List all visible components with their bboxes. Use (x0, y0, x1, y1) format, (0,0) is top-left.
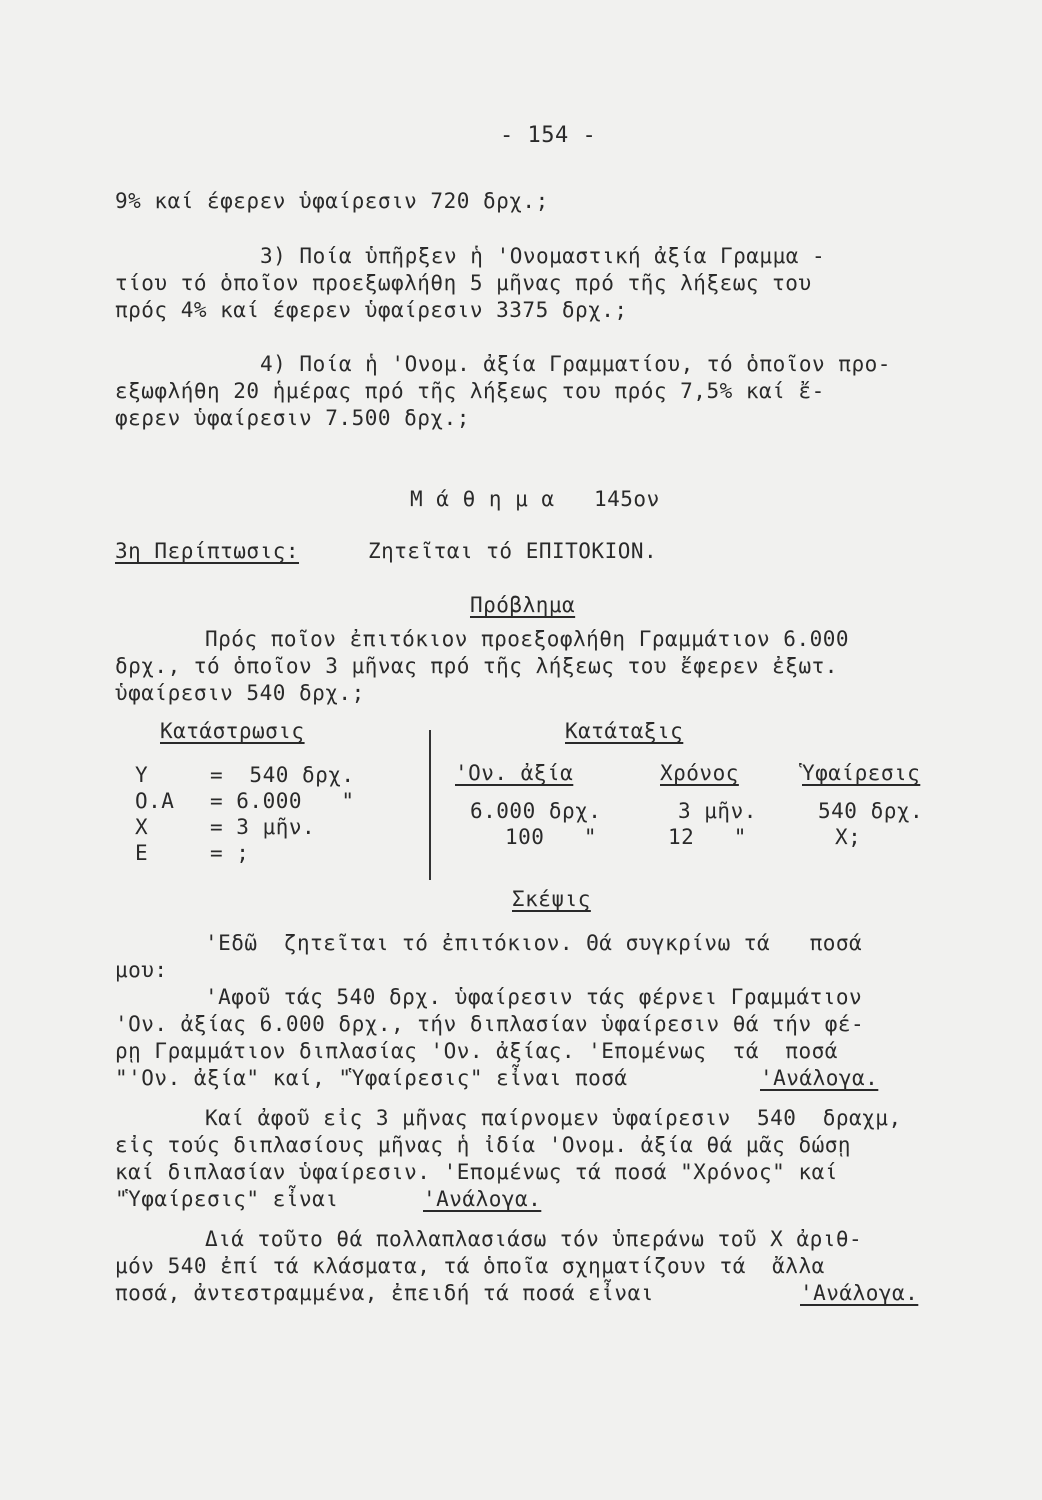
skepsis-line: μόν 540 ἐπί τά κλάσματα, τά ὁποῖα σχηματίζουν τά ἄλλα (115, 1254, 825, 1278)
katataxis-cell: 540 δρχ. (818, 799, 924, 823)
table-divider (429, 730, 431, 880)
skepsis-line: 'Αφοῦ τάς 540 δρχ. ὑφαίρεσιν τάς φέρνει Γραμμάτιον (205, 985, 863, 1009)
katataxis-column-header: 'Ον. ἀξία (455, 761, 574, 785)
text-line: πρός 4% καί έφερεν ὑφαίρεσιν 3375 δρχ.; (115, 298, 628, 322)
case-text: Ζητεῖται τό ΕΠΙΤΟΚΙΟΝ. (368, 539, 658, 563)
text-line: 9% καί έφερεν ὑφαίρεσιν 720 δρχ.; (115, 189, 549, 213)
text-line: 3) Ποία ὑπῆρξεν ἡ 'Ονομαστική ἀξία Γραμμα - (260, 244, 826, 268)
skepsis-line: καί διπλασίαν ὑφαίρεσιν. 'Επομένως τά ποσά "Χρόνος" καί (115, 1160, 838, 1184)
skepsis-line: "Ὑφαίρεσις" εἶναι (115, 1187, 339, 1211)
skepsis-line: εἰς τούς διπλασίους μῆνας ἡ ἰδία 'Ονομ. ἀξία θά μᾶς δώσῃ (115, 1133, 852, 1157)
skepsis-emphasis: 'Ανάλογα. (423, 1187, 542, 1211)
problem-line: ὑφαίρεσιν 540 δρχ.; (115, 681, 365, 705)
katastrosis-symbol: Ο.Α (135, 789, 175, 813)
katastrosis-value: = 3 μῆν. (210, 815, 316, 839)
katataxis-cell: 100 " (505, 825, 598, 849)
katataxis-cell: 3 μῆν. (678, 799, 757, 823)
skepsis-line: Διά τοῦτο θά πολλαπλασιάσω τόν ὑπεράνω τοῦ Χ ἀριθ- (205, 1227, 863, 1251)
case-label: 3η Περίπτωσις: (115, 539, 300, 563)
text-line: 4) Ποία ἡ 'Ονομ. ἀξία Γραμματίου, τό ὁποῖον προ- (260, 352, 891, 376)
skepsis-line: Καί ἀφοῦ εἰς 3 μῆνας παίρνομεν ὑφαίρεσιν 540 δραχμ, (205, 1106, 902, 1130)
katastrosis-symbol: Ε (135, 841, 149, 865)
problem-line: δρχ., τό ὁποῖον 3 μῆνας πρό τῆς λήξεως του ἔφερεν ἐξωτ. (115, 654, 838, 678)
page-number: - 154 - (500, 123, 597, 148)
katataxis-cell: Χ; (835, 825, 862, 849)
skepsis-heading: Σκέψις (512, 887, 591, 911)
skepsis-line: "'Ον. ἀξία" καί, "Ὑφαίρεσις" εἶναι ποσά (115, 1066, 628, 1090)
katastrosis-value: = 6.000 " (210, 789, 355, 813)
katastrosis-symbol: Υ (135, 763, 149, 787)
katastrosis-heading: Κατάστρωσις (160, 719, 305, 743)
text-line: τίου τό ὁποῖον προεξωφλήθη 5 μῆνας πρό τῆς λήξεως του (115, 271, 812, 295)
problem-line: Πρός ποῖον ἐπιτόκιον προεξοφλήθη Γραμμάτιον 6.000 (205, 627, 850, 651)
katataxis-column-header: Ὑφαίρεσις (802, 761, 921, 785)
katataxis-cell: 6.000 δρχ. (470, 799, 602, 823)
skepsis-emphasis: 'Ανάλογα. (800, 1281, 919, 1305)
lesson-title: Μ ά θ η μ α 145ον (410, 487, 660, 511)
skepsis-line: μου: (115, 958, 168, 982)
katataxis-cell: 12 " (668, 825, 747, 849)
text-line: φερεν ὑφαίρεσιν 7.500 δρχ.; (115, 406, 470, 430)
katastrosis-symbol: Χ (135, 815, 149, 839)
problem-heading: Πρόβλημα (470, 593, 576, 617)
katastrosis-value: = ; (210, 841, 250, 865)
katataxis-heading: Κατάταξις (565, 719, 684, 743)
skepsis-emphasis: 'Ανάλογα. (760, 1066, 879, 1090)
katastrosis-value: = 540 δρχ. (210, 763, 355, 787)
skepsis-line: 'Ον. ἀξίας 6.000 δρχ., τήν διπλασίαν ὑφαίρεσιν θά τήν φέ- (115, 1012, 865, 1036)
katataxis-column-header: Χρόνος (660, 761, 739, 785)
skepsis-line: ρῃ Γραμμάτιον διπλασίας 'Ον. ἀξίας. 'Επομένως τά ποσά (115, 1039, 838, 1063)
text-line: εξωφλήθη 20 ἡμέρας πρό τῆς λήξεως του πρός 7,5% καί ἔ- (115, 379, 825, 403)
skepsis-line: 'Εδῶ ζητεῖται τό ἐπιτόκιον. Θά συγκρίνω τά ποσά (205, 931, 863, 955)
skepsis-line: ποσά, ἀντεστραμμένα, ἐπειδή τά ποσά εἶναι (115, 1281, 654, 1305)
